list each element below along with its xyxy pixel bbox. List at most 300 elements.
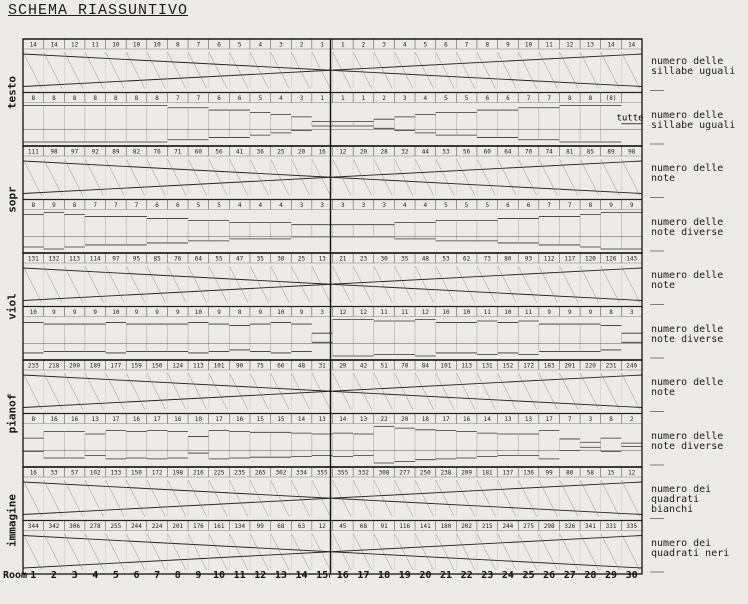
cell-value: 30 (277, 255, 285, 263)
row-label: numero delle note (651, 163, 724, 184)
cell-value: 48 (421, 255, 429, 263)
cell-value: 7 (114, 202, 118, 209)
hatch-stroke (601, 534, 620, 571)
cell-value: 28 (380, 148, 388, 156)
cell-value: 9 (93, 309, 98, 316)
wedge-line (23, 375, 331, 391)
hatch-stroke (436, 52, 455, 89)
hatch-stroke (291, 52, 310, 89)
cell-value: 161 (213, 523, 225, 530)
cell-value: 4 (279, 202, 283, 209)
cell-value: 183 (543, 362, 555, 370)
cell-value: 7 (464, 41, 469, 49)
cell-value: 233 (27, 362, 39, 370)
room-number: 1 (30, 570, 37, 581)
cell-value: 8 (72, 202, 77, 209)
hatch-stroke (106, 480, 125, 517)
cell-value: 30 (380, 255, 388, 263)
hatch-stroke (374, 52, 393, 89)
hatch-stroke (106, 52, 125, 89)
cell-value: 9 (506, 41, 510, 49)
cell-value: 224 (151, 523, 163, 530)
cell-value: 20 (401, 416, 409, 423)
cell-value: 17 (112, 416, 120, 423)
cell-value: 3 (299, 202, 304, 209)
cell-value: 9 (629, 202, 634, 209)
hatch-stroke (147, 534, 166, 571)
cell-value: 112 (543, 255, 555, 263)
cell-value: 2 (629, 416, 634, 423)
cell-value: 60 (194, 148, 203, 156)
cell-value: 93 (524, 255, 533, 263)
wedge-line (23, 284, 331, 300)
cell-value: 16 (29, 469, 37, 477)
cell-value: (8) (605, 95, 617, 102)
cell-value: 11 (545, 41, 553, 49)
cell-value: 10 (112, 41, 120, 49)
cell-value: 10 (29, 309, 37, 316)
hatch-stroke (147, 266, 166, 303)
hatch-stroke (353, 159, 372, 196)
room-axis-label: Room (3, 570, 28, 581)
cell-value: 20 (297, 148, 306, 156)
hatch-stroke (394, 373, 413, 410)
cell-value: 5 (258, 95, 263, 102)
cell-value: 355 (316, 469, 328, 477)
cell-value: 11 (401, 309, 409, 316)
room-number: 14 (295, 570, 308, 581)
hatch-stroke (353, 373, 372, 410)
wedge-line (331, 161, 643, 177)
cell-value: 326 (564, 523, 576, 530)
cell-value: 7 (526, 95, 531, 102)
cell-value: 9 (567, 309, 572, 316)
room-number: 11 (233, 570, 246, 581)
cell-value: 6 (506, 202, 510, 209)
room-number: 6 (133, 570, 140, 581)
hatch-stroke (291, 534, 310, 571)
wedge-line (331, 70, 643, 86)
hatch-stroke (374, 266, 393, 303)
cell-value: 5 (485, 202, 490, 209)
cell-value: 6 (506, 95, 510, 102)
room-number: 2 (50, 570, 57, 581)
room-number: 21 (439, 570, 453, 581)
hatch-stroke (539, 480, 558, 517)
hatch-stroke (126, 159, 145, 196)
cell-value: 3 (382, 41, 386, 49)
cell-value: 42 (359, 362, 368, 370)
hatch-stroke (188, 159, 207, 196)
hatch-stroke (271, 480, 290, 517)
hatch-stroke (477, 266, 496, 303)
room-number: 22 (460, 570, 473, 581)
cell-value: 53 (442, 148, 450, 156)
hatch-stroke (374, 373, 393, 410)
hatch-stroke (456, 52, 475, 89)
cell-value: 17 (153, 416, 161, 423)
cell-value: 3 (320, 309, 324, 316)
cell-value: 216 (192, 469, 204, 477)
cell-value: 3 (402, 95, 407, 102)
hatch-stroke (209, 373, 228, 410)
cell-value: 8 (155, 95, 159, 102)
hatch-stroke (23, 480, 42, 517)
cell-value: 16 (70, 416, 79, 423)
cell-value: 62 (462, 255, 471, 263)
cell-value: 240 (626, 362, 638, 370)
cell-value: 10 (112, 309, 120, 316)
cell-value: 6 (217, 41, 221, 49)
cell-value: 131 (27, 255, 39, 263)
cell-value: 335 (626, 523, 638, 530)
room-number: 19 (398, 570, 411, 581)
hatch-stroke (126, 266, 145, 303)
hatch-stroke (250, 159, 269, 196)
hatch-stroke (539, 266, 558, 303)
section-label: immagine (5, 493, 19, 547)
cell-value: 2 (361, 41, 366, 49)
cell-value: 200 (69, 362, 81, 370)
hatch-stroke (167, 480, 186, 517)
cell-value: 134 (234, 523, 246, 530)
cell-value: 80 (566, 469, 574, 477)
hatch-stroke (271, 534, 290, 571)
section-label: viol (5, 292, 19, 320)
cell-value: 117 (564, 255, 576, 263)
hatch-stroke (44, 480, 63, 517)
hatch-stroke (498, 534, 517, 571)
cell-value: 55 (215, 255, 223, 263)
section-label: testo (5, 75, 19, 109)
hatch-stroke (188, 373, 207, 410)
cell-value: 113 (69, 255, 81, 263)
cell-value: 84 (421, 362, 429, 370)
cell-value: 244 (131, 523, 142, 530)
cell-value: 102 (89, 469, 101, 477)
cell-value: 278 (89, 523, 101, 530)
hatch-stroke (44, 266, 63, 303)
cell-value: 13 (91, 416, 99, 423)
cell-value: 7 (93, 202, 98, 209)
room-number: 15 (316, 570, 329, 581)
row-label: numero delle note diverse (651, 323, 724, 345)
hatch-stroke (601, 52, 620, 89)
cell-value: 302 (275, 469, 287, 477)
cell-value: 177 (110, 362, 122, 370)
hatch-stroke (353, 534, 372, 571)
room-number: 8 (174, 570, 181, 581)
wedge-line (331, 284, 643, 300)
cell-value: 1 (341, 41, 345, 49)
cell-value: 113 (192, 362, 204, 370)
cell-value: 7 (196, 95, 201, 102)
cell-value: 92 (91, 148, 99, 156)
hatch-stroke (64, 480, 83, 517)
wedge-line (331, 552, 643, 568)
hatch-stroke (498, 373, 517, 410)
hatch-stroke (498, 480, 517, 517)
wedge-line (23, 177, 331, 193)
cell-value: 238 (440, 469, 452, 477)
cell-value: 180 (440, 523, 452, 530)
cell-value: 7 (175, 95, 180, 102)
cell-value: 15 (607, 469, 615, 477)
cell-value: 5 (444, 202, 448, 209)
cell-value: 90 (236, 362, 244, 370)
cell-value: 10 (462, 309, 471, 316)
cell-value: 70 (524, 148, 533, 156)
cell-value: 16 (462, 416, 471, 423)
cell-value: 126 (605, 255, 617, 263)
hatch-stroke (167, 266, 186, 303)
cell-value: 5 (464, 202, 469, 209)
cell-value: 12 (318, 523, 326, 530)
hatch-stroke (229, 480, 248, 517)
cell-value: 7 (547, 95, 551, 102)
cell-value: 99 (256, 523, 264, 530)
wedge-line (23, 498, 331, 514)
hatch-stroke (456, 373, 475, 410)
hatch-stroke (250, 534, 269, 571)
cell-value: 265 (254, 469, 266, 477)
cell-value: 71 (174, 148, 182, 156)
cell-value: 12 (566, 41, 574, 49)
cell-value: 1 (361, 95, 366, 102)
cell-value: 275 (523, 523, 534, 530)
wedge-line (331, 177, 643, 193)
cell-value: 152 (502, 362, 514, 370)
cell-value: 4 (279, 95, 283, 102)
hatch-stroke (394, 52, 413, 89)
cell-value: 10 (194, 416, 203, 423)
hatch-stroke (518, 534, 537, 571)
wedge-line (23, 552, 331, 568)
cell-value: 8 (175, 41, 180, 49)
cell-value: 48 (297, 362, 306, 370)
wedge-line (331, 54, 643, 70)
cell-value: 70 (401, 362, 409, 370)
room-number: 4 (92, 570, 99, 581)
cell-value: 35 (401, 255, 409, 263)
cell-value: 8 (114, 95, 118, 102)
room-number: 23 (481, 570, 494, 581)
room-number: 9 (195, 570, 202, 581)
hatch-stroke (126, 534, 145, 571)
cell-value: 331 (605, 523, 617, 530)
room-number: 25 (522, 570, 535, 581)
cell-value: 47 (236, 255, 244, 263)
cell-value: 137 (502, 469, 514, 477)
hatch-stroke (539, 373, 558, 410)
cell-value: 201 (172, 523, 184, 530)
hatch-stroke (271, 159, 290, 196)
cell-value: 11 (380, 309, 388, 316)
hatch-stroke (23, 159, 42, 196)
cell-value: 97 (112, 255, 120, 263)
cell-value: 21 (339, 255, 347, 263)
hatch-stroke (291, 266, 310, 303)
cell-value: 8 (72, 95, 77, 102)
hatch-stroke (601, 373, 620, 410)
cell-value: 60 (483, 148, 491, 156)
hatch-stroke (229, 52, 248, 89)
cell-value: 172 (523, 362, 534, 370)
cell-value: 9 (134, 309, 139, 316)
cell-value: 8 (609, 309, 613, 316)
wedge-line (23, 54, 331, 70)
hatch-stroke (415, 534, 434, 571)
wedge-line (23, 391, 331, 407)
hatch-stroke (271, 266, 290, 303)
cell-value: 355 (337, 469, 349, 477)
cell-value: 17 (215, 416, 223, 423)
hatch-stroke (621, 159, 640, 196)
hatch-stroke (436, 266, 455, 303)
cell-value: 209 (461, 469, 473, 477)
hatch-stroke (436, 159, 455, 196)
hatch-stroke (518, 266, 537, 303)
cell-value: 341 (584, 523, 596, 530)
cell-value: 98 (50, 148, 58, 156)
cell-value: 114 (89, 255, 101, 263)
cell-value: 133 (110, 469, 122, 477)
cell-value: 5 (237, 41, 242, 49)
room-number: 28 (584, 570, 597, 581)
hatch-stroke (209, 534, 228, 571)
cell-value: 10 (442, 309, 450, 316)
cell-value: 51 (380, 362, 388, 370)
cell-value: 172 (151, 469, 163, 477)
cell-value: 2 (382, 95, 386, 102)
cell-value: 14 (607, 41, 615, 49)
cell-value: 111 (27, 148, 39, 156)
cell-value: 14 (50, 41, 58, 49)
cell-value: 136 (523, 469, 534, 477)
wedge-line (331, 391, 643, 407)
cell-value: 99 (545, 469, 553, 477)
cell-value: 14 (628, 41, 636, 49)
hatch-stroke (436, 373, 455, 410)
cell-value: 14 (339, 416, 347, 423)
cell-value: 5 (423, 41, 428, 49)
room-number: 3 (71, 570, 78, 581)
cell-value: 13 (359, 416, 368, 423)
hatch-stroke (518, 373, 537, 410)
hatch-stroke (374, 159, 393, 196)
hatch-stroke (539, 534, 558, 571)
cell-value: 76 (153, 148, 161, 156)
hatch-stroke (394, 266, 413, 303)
cell-value: 9 (155, 309, 159, 316)
cell-value: 7 (196, 41, 201, 49)
hatch-stroke (23, 373, 42, 410)
cell-value: 20 (359, 148, 368, 156)
cell-value: 218 (48, 362, 60, 370)
cell-value: 7 (567, 416, 572, 423)
cell-value: 6 (175, 202, 180, 209)
room-number: 24 (501, 570, 514, 581)
cell-value: 124 (172, 362, 184, 370)
cell-value: 63 (297, 523, 306, 530)
hatch-stroke (477, 159, 496, 196)
hatch-stroke (353, 480, 372, 517)
cell-value: 16 (50, 416, 58, 423)
cell-value: 225 (213, 469, 225, 477)
cell-value: 11 (483, 309, 491, 316)
cell-value: 5 (196, 202, 201, 209)
cell-value: 2 (299, 41, 304, 49)
cell-value: 74 (545, 148, 553, 156)
hatch-stroke (147, 480, 166, 517)
hatch-stroke (415, 159, 434, 196)
cell-value: 56 (462, 148, 471, 156)
cell-value: 8 (134, 95, 139, 102)
room-number: 29 (605, 570, 618, 581)
cell-value: 80 (504, 255, 512, 263)
wedge-line (331, 375, 643, 391)
cell-value: 332 (358, 469, 369, 477)
cell-value: 81 (566, 148, 574, 156)
cell-value: 8 (237, 309, 242, 316)
hatch-stroke (188, 266, 207, 303)
cell-value: 255 (110, 523, 122, 530)
row-label: numero dei quadrati bianchi (651, 484, 712, 515)
cell-value: 95 (132, 255, 141, 263)
cell-value: 13 (504, 416, 512, 423)
cell-value: 131 (481, 362, 493, 370)
hatch-stroke (394, 534, 413, 571)
cell-value: 120 (584, 255, 596, 263)
cell-value: 4 (402, 41, 407, 49)
hatch-stroke (250, 266, 269, 303)
cell-value: 53 (442, 255, 450, 263)
cell-value: 6 (526, 202, 531, 209)
cell-value: 244 (502, 523, 514, 530)
cell-value: 116 (399, 523, 411, 530)
cell-value: 68 (359, 523, 368, 530)
cell-value: 6 (217, 95, 221, 102)
wedge-line (331, 482, 643, 498)
row-label: numero delle note diverse (651, 216, 724, 238)
cell-value: 13 (586, 41, 595, 49)
hatch-stroke (209, 159, 228, 196)
cell-value: 68 (277, 523, 285, 530)
hatch-stroke (250, 480, 269, 517)
cell-value: 298 (543, 523, 555, 530)
cell-value: 141 (419, 523, 431, 530)
cell-value: 6 (485, 95, 490, 102)
cell-value: 250 (419, 469, 431, 477)
cell-value: 3 (588, 416, 593, 423)
cell-value: 9 (72, 309, 77, 316)
hatch-stroke (415, 266, 434, 303)
cell-value: 85 (153, 255, 161, 263)
hatch-stroke (188, 52, 207, 89)
cell-value: 150 (151, 362, 163, 370)
hatch-stroke (539, 52, 558, 89)
cell-value: 13 (318, 416, 326, 423)
room-number: 18 (378, 570, 391, 581)
cell-value: 89 (607, 148, 615, 156)
cell-value: 150 (131, 469, 142, 477)
hatch-stroke (374, 534, 393, 571)
cell-value: 3 (320, 202, 324, 209)
hatch-stroke (23, 534, 42, 571)
cell-value: 11 (91, 41, 99, 49)
cell-value: 41 (236, 148, 244, 156)
cell-value: 12 (628, 469, 636, 477)
